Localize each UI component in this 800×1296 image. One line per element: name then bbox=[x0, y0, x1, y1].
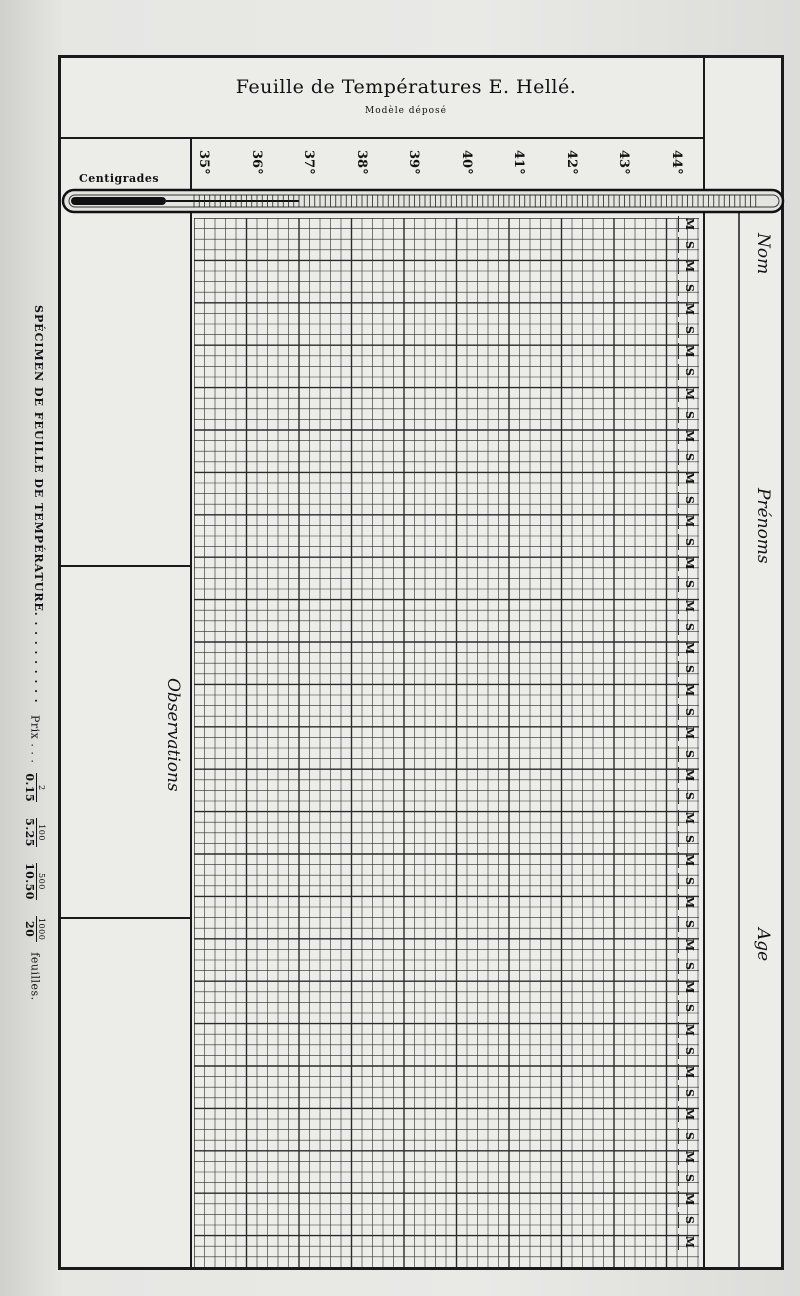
morning-marker: M bbox=[678, 343, 700, 359]
unit-label: feuilles. bbox=[28, 952, 42, 1001]
price-fraction-2: 100 5.25 bbox=[23, 818, 46, 847]
morning-marker: M bbox=[678, 258, 700, 274]
evening-marker: S bbox=[678, 1000, 700, 1016]
evening-marker: S bbox=[678, 661, 700, 677]
specimen-caption: SPÉCIMEN DE FEUILLE DE TEMPÉRATURE. . . . . . . . . . bbox=[32, 305, 45, 704]
evening-marker: S bbox=[678, 407, 700, 423]
evening-marker: S bbox=[678, 449, 700, 465]
morning-marker: M bbox=[678, 386, 700, 402]
morning-marker: M bbox=[678, 810, 700, 826]
morning-marker: M bbox=[678, 1149, 700, 1165]
morning-marker: M bbox=[678, 1106, 700, 1122]
evening-marker: S bbox=[678, 704, 700, 720]
morning-marker: M bbox=[678, 894, 700, 910]
temperature-grid bbox=[194, 218, 704, 1267]
degree-label-38: 38° bbox=[354, 150, 369, 175]
evening-marker: S bbox=[678, 873, 700, 889]
morning-marker: M bbox=[678, 1064, 700, 1080]
prenoms-label: Prénoms bbox=[753, 488, 773, 564]
evening-marker: S bbox=[678, 1128, 700, 1144]
temperature-sheet bbox=[58, 55, 784, 1270]
price-list bbox=[23, 715, 46, 1001]
evening-marker: S bbox=[678, 1085, 700, 1101]
evening-marker: S bbox=[678, 746, 700, 762]
degree-label-42: 42° bbox=[564, 150, 579, 175]
evening-marker: S bbox=[678, 280, 700, 296]
price-fraction-3: 500 10.50 bbox=[23, 862, 46, 900]
morning-marker: M bbox=[678, 1022, 700, 1038]
prix-label: Prix . . . bbox=[28, 715, 42, 764]
evening-marker: S bbox=[678, 534, 700, 550]
morning-marker: M bbox=[678, 598, 700, 614]
price-fraction-1: 2 0.15 bbox=[23, 773, 46, 803]
morning-marker: M bbox=[678, 301, 700, 317]
evening-marker: S bbox=[678, 492, 700, 508]
morning-marker: M bbox=[678, 640, 700, 656]
morning-marker: M bbox=[678, 1234, 700, 1250]
evening-marker: S bbox=[678, 1212, 700, 1228]
evening-marker: S bbox=[678, 1043, 700, 1059]
scale-label: Centigrades bbox=[79, 172, 160, 185]
degree-label-44: 44° bbox=[669, 150, 684, 175]
degree-label-41: 41° bbox=[511, 150, 526, 175]
morning-marker: M bbox=[678, 428, 700, 444]
degree-label-35: 35° bbox=[196, 150, 211, 175]
morning-marker: M bbox=[678, 852, 700, 868]
evening-marker: S bbox=[678, 237, 700, 253]
nom-label: Nom bbox=[753, 233, 773, 275]
morning-marker: M bbox=[678, 555, 700, 571]
degree-label-37: 37° bbox=[301, 150, 316, 175]
morning-marker: M bbox=[678, 979, 700, 995]
morning-marker: M bbox=[678, 725, 700, 741]
morning-marker: M bbox=[678, 767, 700, 783]
morning-marker: M bbox=[678, 682, 700, 698]
evening-marker: S bbox=[678, 619, 700, 635]
morning-marker: M bbox=[678, 470, 700, 486]
morning-marker: M bbox=[678, 1191, 700, 1207]
evening-marker: S bbox=[678, 958, 700, 974]
evening-marker: S bbox=[678, 788, 700, 804]
observations-label: Observations bbox=[163, 678, 183, 792]
morning-marker: M bbox=[678, 216, 700, 232]
age-label: Age bbox=[753, 928, 773, 962]
evening-marker: S bbox=[678, 916, 700, 932]
degree-label-40: 40° bbox=[459, 150, 474, 175]
evening-marker: S bbox=[678, 1170, 700, 1186]
morning-marker: M bbox=[678, 937, 700, 953]
morning-marker: M bbox=[678, 513, 700, 529]
sheet-subtitle: Modèle déposé bbox=[365, 106, 447, 116]
evening-marker: S bbox=[678, 576, 700, 592]
sheet-title: Feuille de Températures E. Hellé. bbox=[235, 76, 577, 98]
evening-marker: S bbox=[678, 364, 700, 380]
evening-marker: S bbox=[678, 831, 700, 847]
degree-label-36: 36° bbox=[249, 150, 264, 175]
degree-label-43: 43° bbox=[616, 150, 631, 175]
degree-label-39: 39° bbox=[406, 150, 421, 175]
price-fraction-4: 1000 20 bbox=[23, 917, 46, 941]
evening-marker: S bbox=[678, 322, 700, 338]
thermometer-illustration bbox=[59, 184, 789, 218]
